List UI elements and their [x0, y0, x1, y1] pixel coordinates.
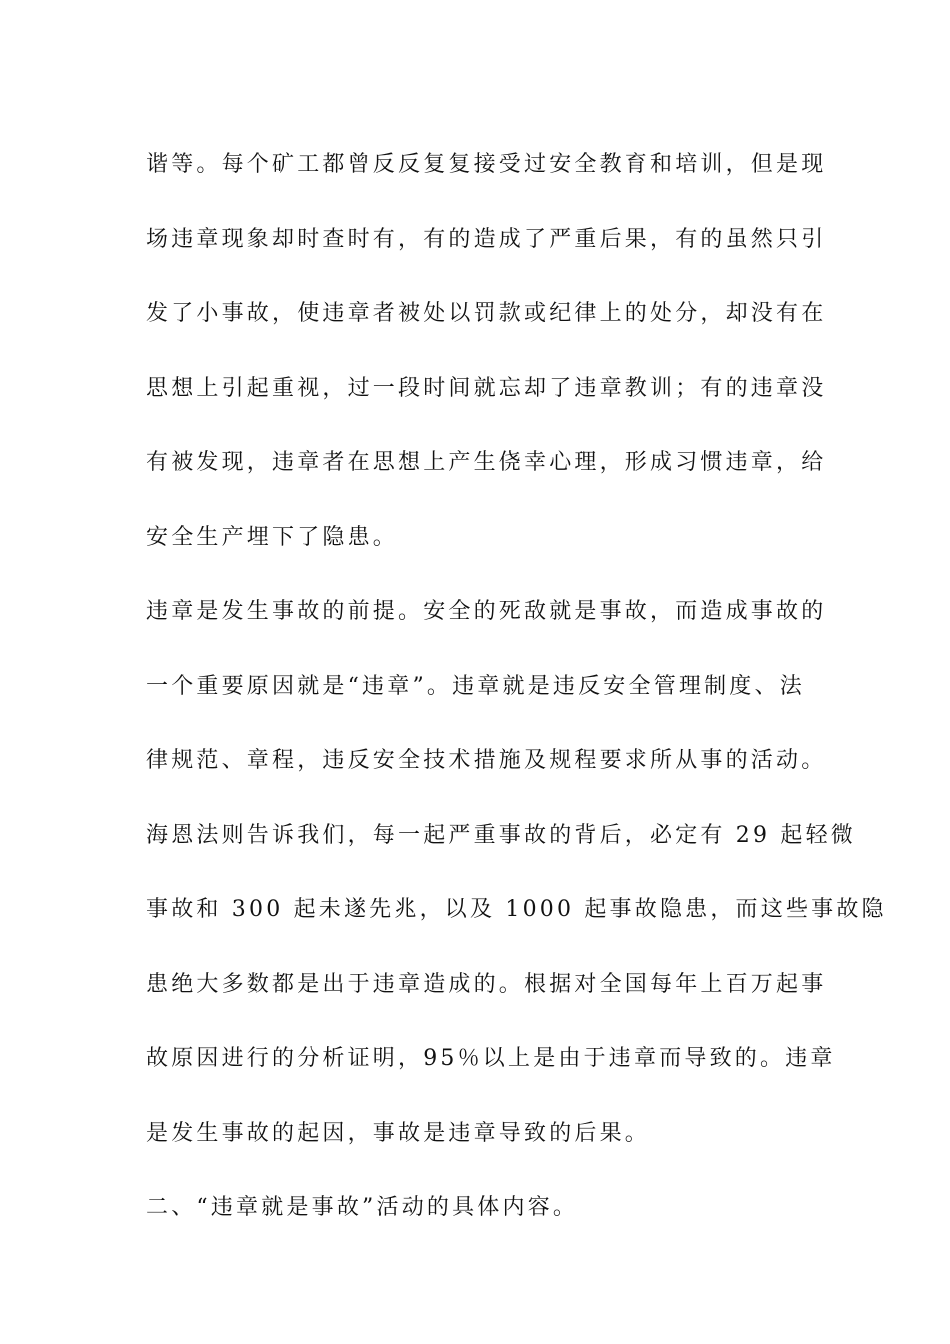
document-body	[146, 128, 887, 1246]
text-line: 事故和 300 起未遂先兆，以及 1000 起事故隐患，而这些事故隐	[146, 897, 887, 922]
section-heading: 二、“违章就是事故”活动的具体内容。	[146, 1195, 579, 1220]
text-line: 故原因进行的分析证明，95％以上是由于违章而导致的。违章	[146, 1046, 836, 1071]
text-line: 患绝大多数都是出于违章造成的。根据对全国每年上百万起事	[146, 971, 827, 997]
text-line: 谐等。每个矿工都曾反反复复接受过安全教育和培训，但是现	[146, 152, 827, 177]
text-line: 有被发现，违章者在思想上产生侥幸心理，形成习惯违章，给	[146, 450, 827, 475]
text-line: 发了小事故，使违章者被处以罚款或纪律上的处分，却没有在	[146, 301, 827, 326]
text-line: 海恩法则告诉我们，每一起严重事故的背后，必定有 29 起轻微	[146, 822, 856, 848]
text-line: 违章是发生事故的前提。安全的死敌就是事故，而造成事故的	[146, 599, 827, 624]
text-line: 律规范、章程，违反安全技术措施及规程要求所从事的活动。	[146, 748, 827, 773]
text-line: 安全生产埋下了隐患。	[146, 524, 399, 550]
text-line: 场违章现象却时查时有，有的造成了严重后果，有的虽然只引	[146, 226, 827, 252]
text-line: 思想上引起重视，过一段时间就忘却了违章教训；有的违章没	[146, 375, 827, 401]
text-line: 一个重要原因就是“违章”。违章就是违反安全管理制度、法	[146, 673, 805, 699]
text-line: 是发生事故的起因，事故是违章导致的后果。	[146, 1120, 651, 1146]
